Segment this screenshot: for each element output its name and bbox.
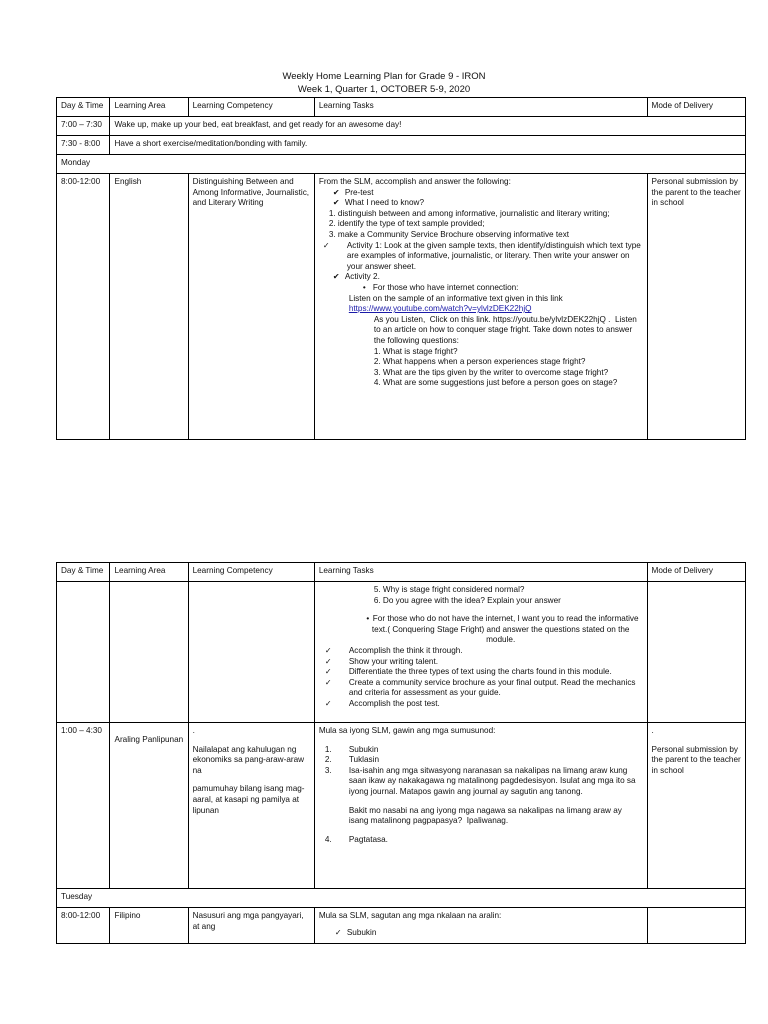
english-area: English bbox=[110, 174, 188, 440]
check-icon: ✓ bbox=[324, 698, 332, 708]
tasks-intro: Mula sa iyong SLM, gawin ang mga sumusunod: bbox=[318, 726, 496, 735]
bullet-item: • For those who do not have the internet, I want you to read the informative text.( Conquering Stage Fright) and answer the questions stated on the module. bbox=[319, 614, 643, 646]
objective: 1. distinguish between and among informative, journalistic and literary writing; bbox=[328, 208, 610, 218]
tasks-intro: Mula sa SLM, sagutan ang mga nkalaan na aralin: bbox=[318, 911, 502, 920]
question: 1. What is stage fright? bbox=[373, 346, 458, 356]
ap-time: 1:00 – 4:30 bbox=[57, 723, 110, 889]
check-icon: ✔ bbox=[332, 187, 340, 197]
task-item: 3. Isa-isahin ang mga sitwasyong naranasan sa nakalipas na limang araw kung saan ikaw ay nakakagawa ng matalinong pagdedesisyon. Isulat ang mga ito sa iyong journal. Matapos gawin ang journal ay sagutin ang tanong. bbox=[324, 765, 636, 796]
column-header: Mode of Delivery bbox=[647, 98, 745, 117]
ap-competency-2: pamumuhay bilang isang mag-aaral, at kasapi ng pamilya at lipunan bbox=[192, 784, 305, 815]
task-item: 4. Pagtatasa. bbox=[324, 834, 388, 844]
column-header: Learning Competency bbox=[188, 563, 314, 582]
filipino-time: 8:00-12:00 bbox=[57, 908, 110, 944]
bullet-icon: • bbox=[366, 614, 370, 624]
day-label: Tuesday bbox=[57, 889, 746, 908]
routine-time: 7:00 – 7:30 bbox=[57, 117, 110, 136]
filipino-area: Filipino bbox=[110, 908, 188, 944]
task-item: ✓ Accomplish the think it through. bbox=[324, 645, 463, 655]
english-competency: Distinguishing Between and Among Informative, Journalistic, and Literary Writing bbox=[188, 174, 314, 440]
task-item: ✓ Create a community service brochure as your final output. Read the mechanics and criteria for assessment as your guide. bbox=[324, 677, 636, 698]
plan-table-page-1 bbox=[56, 97, 746, 440]
english-mode: Personal submission by the parent to the teacher in school bbox=[647, 174, 745, 440]
page-header bbox=[0, 70, 768, 96]
routine-text: Wake up, make up your bed, eat breakfast, and get ready for an awesome day! bbox=[110, 117, 746, 136]
english-cont-tasks bbox=[314, 582, 647, 723]
check-icon: ✓ bbox=[334, 927, 342, 937]
question: 5. Why is stage fright considered normal? bbox=[373, 585, 525, 594]
routine-time: 7:30 - 8:00 bbox=[57, 136, 110, 155]
ap-question: Bakit mo nasabi na ang iyong mga nagawa sa nakalipas na limang araw ay isang matalinong pagpapasya? Ipaliwanag. bbox=[348, 805, 625, 826]
bullet-icon: • bbox=[362, 282, 366, 292]
objective: 2. identify the type of text sample provided; bbox=[328, 219, 485, 229]
table-header-row bbox=[57, 563, 746, 582]
ap-area: Araling Panlipunan bbox=[110, 723, 188, 889]
check-icon: ✓ bbox=[322, 240, 330, 250]
bullet-item: • For those who have internet connection: bbox=[362, 282, 519, 292]
column-header: Learning Area bbox=[110, 563, 188, 582]
english-row bbox=[57, 174, 746, 440]
filipino-row bbox=[57, 908, 746, 944]
task-item: ✓ Show your writing talent. bbox=[324, 656, 439, 666]
task-item: ✓ Differentiate the three types of text using the charts found in this module. bbox=[324, 667, 612, 677]
column-header: Learning Area bbox=[110, 98, 188, 117]
column-header: Day & Time bbox=[57, 563, 110, 582]
task-item: ✔ What I need to know? bbox=[332, 198, 425, 208]
task-item: 2. Tuklasin bbox=[324, 755, 379, 765]
question: 2. What happens when a person experiences stage fright? bbox=[373, 357, 586, 367]
day-row bbox=[57, 889, 746, 908]
routine-row bbox=[57, 136, 746, 155]
objective: 3. make a Community Service Brochure observing informative text bbox=[328, 229, 570, 239]
check-icon: ✓ bbox=[324, 645, 332, 655]
task-item: ✓ Activity 1: Look at the given sample texts, then identify/distinguish which text type are examples of informative, journalistic, or literary. Then write your answer on your answer sheet. bbox=[322, 240, 641, 271]
check-icon: ✓ bbox=[324, 656, 332, 666]
task-item: ✔ Activity 2. bbox=[332, 272, 380, 282]
tasks-intro: From the SLM, accomplish and answer the following: bbox=[318, 177, 511, 186]
youtube-link[interactable]: https://www.youtube.com/watch?v=ylvlzDEK22hjQ bbox=[348, 304, 532, 314]
column-header: Learning Competency bbox=[188, 98, 314, 117]
column-header: Learning Tasks bbox=[314, 563, 647, 582]
check-icon: ✔ bbox=[332, 198, 340, 208]
english-tasks bbox=[314, 174, 647, 440]
column-header: Learning Tasks bbox=[314, 98, 647, 117]
check-icon: ✓ bbox=[324, 667, 332, 677]
ap-mode: . Personal submission by the parent to the teacher in school bbox=[647, 723, 745, 889]
english-cont-row bbox=[57, 582, 746, 723]
question: 4. What are some suggestions just before a person goes on stage? bbox=[373, 378, 618, 388]
question: 3. What are the tips given by the writer to overcome stage fright? bbox=[373, 367, 609, 377]
english-time: 8:00-12:00 bbox=[57, 174, 110, 440]
routine-text: Have a short exercise/meditation/bonding with family. bbox=[110, 136, 746, 155]
filipino-competency: Nasusuri ang mga pangyayari, at ang bbox=[188, 908, 314, 944]
task-item: ✓ Accomplish the post test. bbox=[324, 698, 440, 708]
check-icon: ✔ bbox=[332, 272, 340, 282]
routine-row bbox=[57, 117, 746, 136]
ap-tasks bbox=[314, 723, 647, 889]
check-icon: ✓ bbox=[324, 677, 332, 687]
plan-subtitle: Week 1, Quarter 1, OCTOBER 5-9, 2020 bbox=[297, 84, 471, 95]
day-row bbox=[57, 155, 746, 174]
ap-competency-1: Nailalapat ang kahulugan ng ekonomiks sa pang-araw-araw na bbox=[192, 744, 307, 775]
column-header: Mode of Delivery bbox=[647, 563, 745, 582]
ap-competency: . Nailalapat ang kahulugan ng ekonomiks sa pang-araw-araw na pamumuhay bilang isang mag-aaral, at kasapi ng pamilya at lipunan bbox=[188, 723, 314, 889]
plan-table-page-2 bbox=[56, 562, 746, 944]
day-label: Monday bbox=[57, 155, 746, 174]
column-header: Day & Time bbox=[57, 98, 110, 117]
listen-text: Listen on the sample of an informative text given in this link bbox=[348, 293, 563, 303]
ap-row bbox=[57, 723, 746, 889]
table-header-row bbox=[57, 98, 746, 117]
listen-instructions: As you Listen, Click on this link. https://youtu.be/ylvlzDEK22hjQ . Listen to an article on how to conquer stage fright. Take down notes to answer the following questions: bbox=[373, 314, 640, 345]
plan-title: Weekly Home Learning Plan for Grade 9 - IRON bbox=[282, 71, 486, 82]
question: 6. Do you agree with the idea? Explain your answer bbox=[373, 595, 561, 605]
task-item: ✓ Subukin bbox=[334, 927, 377, 937]
filipino-tasks bbox=[314, 908, 647, 944]
task-item: 1. Subukin bbox=[324, 744, 379, 754]
task-item: ✔ Pre-test bbox=[332, 187, 374, 197]
